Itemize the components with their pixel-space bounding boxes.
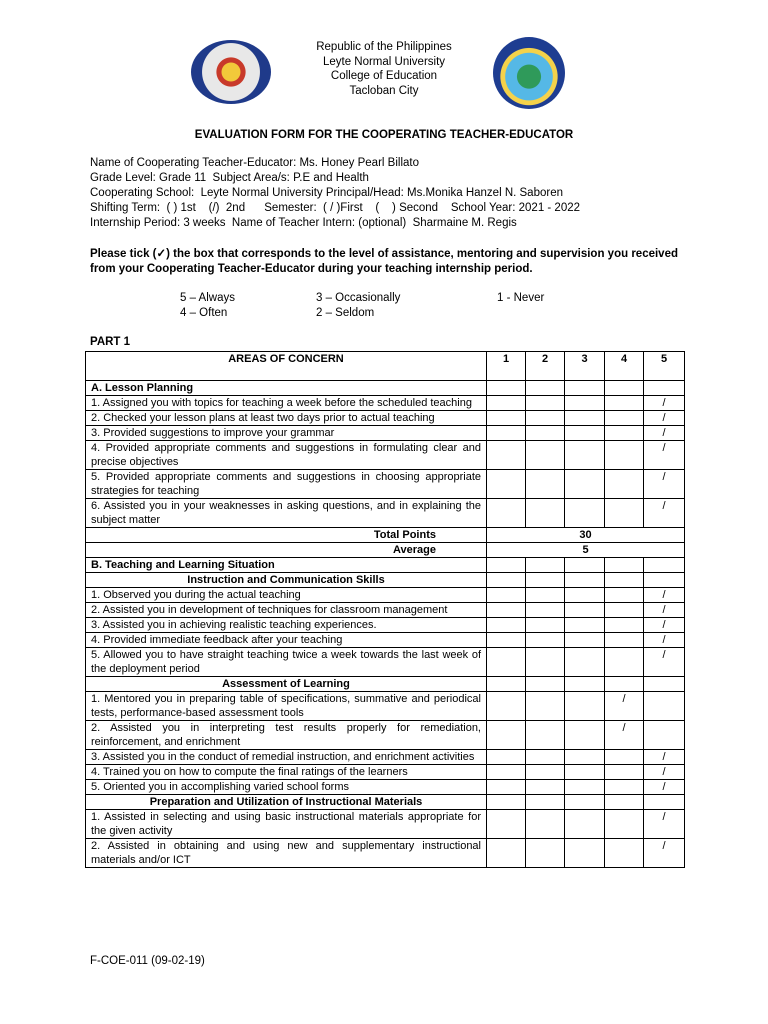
table-row: [86, 470, 685, 499]
rating-cell[interactable]: [565, 618, 605, 633]
total-points-label: Total Points: [86, 528, 487, 543]
header-rating-2: 2: [526, 352, 565, 381]
part-label: PART 1: [90, 336, 131, 348]
empty-cell: [565, 677, 605, 692]
rating-cell[interactable]: [565, 396, 605, 411]
item-text: 4. Provided appropriate comments and suggestions in formulating clear and precise objectives: [86, 441, 487, 470]
rating-cell[interactable]: [565, 810, 605, 839]
rating-cell[interactable]: [487, 648, 526, 677]
total-points-value: 30: [487, 528, 685, 543]
item-text: 6. Assisted you in your weaknesses in asking questions, and in explaining the subject matter: [86, 499, 487, 528]
info-line-term: Shifting Term: ( ) 1st (/) 2nd Semester: ( / )First ( ) Second School Year: 2021 - 2022: [90, 202, 581, 214]
empty-cell: [644, 677, 685, 692]
empty-cell: [526, 677, 565, 692]
legend-col-3: [497, 291, 544, 306]
rating-cell[interactable]: [565, 426, 605, 441]
empty-cell: [605, 381, 644, 396]
rating-cell[interactable]: [487, 810, 526, 839]
rating-cell[interactable]: [526, 692, 565, 721]
rating-cell[interactable]: [487, 441, 526, 470]
rating-cell[interactable]: [605, 618, 644, 633]
tick-mark[interactable]: /: [644, 648, 685, 677]
empty-cell: [487, 558, 526, 573]
table-row: [86, 721, 685, 750]
rating-cell[interactable]: [605, 441, 644, 470]
rating-cell[interactable]: [644, 721, 685, 750]
rating-cell[interactable]: [526, 633, 565, 648]
item-text: 3. Assisted you in achieving realistic teaching experiences.: [86, 618, 487, 633]
document-header: [0, 40, 768, 98]
table-row: [86, 765, 685, 780]
item-text: 3. Provided suggestions to improve your grammar: [86, 426, 487, 441]
rating-cell[interactable]: [605, 780, 644, 795]
rating-cell[interactable]: [526, 603, 565, 618]
item-text: 1. Observed you during the actual teaching: [86, 588, 487, 603]
rating-cell[interactable]: [487, 470, 526, 499]
rating-cell[interactable]: [526, 470, 565, 499]
item-text: 1. Assigned you with topics for teaching a week before the scheduled teaching: [86, 396, 487, 411]
header-line-university: Leyte Normal University: [322, 55, 446, 68]
tick-mark[interactable]: /: [644, 603, 685, 618]
empty-cell: [487, 677, 526, 692]
rating-cell[interactable]: [605, 603, 644, 618]
empty-cell: [605, 677, 644, 692]
rating-cell[interactable]: [565, 648, 605, 677]
table-header-row: [86, 352, 685, 381]
item-text: 5. Provided appropriate comments and suggestions in choosing appropriate strategies for teaching: [86, 470, 487, 499]
empty-cell: [605, 558, 644, 573]
tick-mark[interactable]: /: [644, 588, 685, 603]
rating-cell[interactable]: [487, 499, 526, 528]
item-text: 3. Assisted you in the conduct of remedial instruction, and enrichment activities: [86, 750, 487, 765]
average-label: Average: [86, 543, 487, 558]
rating-cell[interactable]: [487, 692, 526, 721]
empty-cell: [526, 381, 565, 396]
subsection-instruction-label: Instruction and Communication Skills: [86, 573, 487, 588]
table-row: [86, 839, 685, 868]
empty-cell: [487, 795, 526, 810]
rating-cell[interactable]: [605, 633, 644, 648]
table-row: [86, 426, 685, 441]
college-of-education-seal: [493, 37, 565, 109]
header-line-college: College of Education: [330, 70, 438, 82]
rating-cell[interactable]: [565, 839, 605, 868]
section-a-label: A. Lesson Planning: [86, 381, 487, 396]
tick-mark[interactable]: /: [644, 441, 685, 470]
empty-cell: [644, 558, 685, 573]
legend-seldom: 2 – Seldom: [316, 307, 375, 319]
form-code: F-COE-011 (09-02-19): [90, 955, 205, 967]
table-row: [86, 603, 685, 618]
rating-cell[interactable]: [565, 692, 605, 721]
subsection-materials: [86, 795, 685, 810]
rating-cell[interactable]: [605, 839, 644, 868]
rating-cell[interactable]: [487, 780, 526, 795]
rating-cell[interactable]: [605, 499, 644, 528]
empty-cell: [487, 381, 526, 396]
evaluation-table: [85, 351, 685, 868]
rating-cell[interactable]: [565, 721, 605, 750]
tick-mark[interactable]: /: [644, 499, 685, 528]
empty-cell: [487, 573, 526, 588]
tick-mark[interactable]: /: [644, 839, 685, 868]
tick-mark[interactable]: /: [605, 721, 644, 750]
rating-cell[interactable]: [526, 588, 565, 603]
legend-col-1: [180, 291, 235, 321]
subsection-assessment-label: Assessment of Learning: [86, 677, 487, 692]
header-rating-1: 1: [487, 352, 526, 381]
tick-mark[interactable]: /: [605, 692, 644, 721]
item-text: 4. Provided immediate feedback after your teaching: [86, 633, 487, 648]
info-block: [90, 156, 580, 231]
empty-cell: [526, 573, 565, 588]
rating-cell[interactable]: [526, 648, 565, 677]
tick-mark[interactable]: /: [644, 618, 685, 633]
empty-cell: [605, 573, 644, 588]
item-text: 5. Allowed you to have straight teaching twice a week towards the last week of the deployment period: [86, 648, 487, 677]
rating-cell[interactable]: [487, 411, 526, 426]
rating-cell[interactable]: [605, 411, 644, 426]
rating-cell[interactable]: [487, 396, 526, 411]
rating-cell[interactable]: [565, 588, 605, 603]
empty-cell: [644, 573, 685, 588]
total-points: [86, 528, 685, 543]
average-value: 5: [487, 543, 685, 558]
legend-often: 4 – Often: [180, 307, 228, 319]
item-text: 2. Assisted you in development of techniques for classroom management: [86, 603, 487, 618]
empty-cell: [565, 573, 605, 588]
rating-cell[interactable]: [487, 603, 526, 618]
rating-cell[interactable]: [605, 470, 644, 499]
instructions: Please tick (✓) the box that corresponds to the level of assistance, mentoring and supervision you received from your Cooperating Teacher-Educator during your teaching internship period.: [90, 248, 678, 275]
tick-mark[interactable]: /: [644, 765, 685, 780]
item-text: 1. Mentored you in preparing table of specifications, summative and periodical tests, performance-based assessment tools: [86, 692, 487, 721]
rating-cell[interactable]: [526, 780, 565, 795]
average: [86, 543, 685, 558]
rating-cell[interactable]: [605, 648, 644, 677]
rating-cell[interactable]: [487, 765, 526, 780]
rating-cell[interactable]: [644, 692, 685, 721]
empty-cell: [565, 795, 605, 810]
item-text: 1. Assisted in selecting and using basic instructional materials appropriate for the given activity: [86, 810, 487, 839]
header-areas-of-concern: AREAS OF CONCERN: [86, 352, 487, 381]
table-row: [86, 396, 685, 411]
table-row: [86, 692, 685, 721]
rating-cell[interactable]: [487, 618, 526, 633]
item-text: 5. Oriented you in accomplishing varied school forms: [86, 780, 487, 795]
rating-cell[interactable]: [565, 470, 605, 499]
rating-cell[interactable]: [605, 765, 644, 780]
rating-cell[interactable]: [526, 750, 565, 765]
table-row: [86, 780, 685, 795]
table-row: [86, 441, 685, 470]
rating-cell[interactable]: [605, 426, 644, 441]
header-line-republic: Republic of the Philippines: [316, 41, 452, 53]
legend-always: 5 – Always: [180, 292, 235, 304]
info-line-internship: Internship Period: 3 weeks Name of Teacher Intern: (optional) Sharmaine M. Regis: [90, 217, 517, 229]
rating-cell[interactable]: [526, 499, 565, 528]
rating-cell[interactable]: [605, 810, 644, 839]
header-line-city: Tacloban City: [349, 84, 419, 97]
rating-cell[interactable]: [526, 396, 565, 411]
legend-col-2: [316, 291, 400, 321]
empty-cell: [565, 558, 605, 573]
rating-cell[interactable]: [565, 765, 605, 780]
subsection-materials-label: Preparation and Utilization of Instructional Materials: [86, 795, 487, 810]
table-row: [86, 648, 685, 677]
rating-cell[interactable]: [526, 441, 565, 470]
section-b: [86, 558, 685, 573]
tick-mark[interactable]: /: [644, 810, 685, 839]
rating-cell[interactable]: [605, 588, 644, 603]
table-row: [86, 633, 685, 648]
table-row: [86, 618, 685, 633]
table-row: [86, 750, 685, 765]
tick-mark[interactable]: /: [644, 780, 685, 795]
header-rating-5: 5: [644, 352, 685, 381]
rating-cell[interactable]: [526, 618, 565, 633]
item-text: 2. Assisted you in interpreting test results properly for remediation, reinforcement, and enrichment: [86, 721, 487, 750]
rating-cell[interactable]: [526, 426, 565, 441]
rating-cell[interactable]: [605, 396, 644, 411]
tick-mark[interactable]: /: [644, 750, 685, 765]
empty-cell: [526, 795, 565, 810]
info-line-school: Cooperating School: Leyte Normal University Principal/Head: Ms.Monika Hanzel N. Saboren: [90, 187, 563, 199]
rating-cell[interactable]: [565, 780, 605, 795]
table-row: [86, 411, 685, 426]
header-rating-4: 4: [605, 352, 644, 381]
table-row: [86, 499, 685, 528]
rating-cell[interactable]: [487, 426, 526, 441]
tick-mark[interactable]: /: [644, 411, 685, 426]
rating-cell[interactable]: [526, 411, 565, 426]
section-b-label: B. Teaching and Learning Situation: [86, 558, 487, 573]
header-rating-3: 3: [565, 352, 605, 381]
legend-never: 1 - Never: [497, 292, 545, 304]
item-text: 2. Checked your lesson plans at least two days prior to actual teaching: [86, 411, 487, 426]
table-row: [86, 810, 685, 839]
form-title: EVALUATION FORM FOR THE COOPERATING TEACHER-EDUCATOR: [194, 129, 574, 141]
tick-mark[interactable]: /: [644, 426, 685, 441]
rating-cell[interactable]: [565, 603, 605, 618]
rating-cell[interactable]: [526, 721, 565, 750]
rating-cell[interactable]: [487, 721, 526, 750]
rating-cell[interactable]: [487, 750, 526, 765]
empty-cell: [644, 795, 685, 810]
section-a: [86, 381, 685, 396]
evaluation-table-body: [86, 352, 685, 868]
legend-occasionally: 3 – Occasionally: [316, 292, 401, 304]
rating-cell[interactable]: [565, 750, 605, 765]
rating-cell[interactable]: [526, 765, 565, 780]
subsection-assessment: [86, 677, 685, 692]
tick-mark[interactable]: /: [644, 470, 685, 499]
item-text: 2. Assisted in obtaining and using new and supplementary instructional materials and/or ICT: [86, 839, 487, 868]
subsection-instruction: [86, 573, 685, 588]
rating-cell[interactable]: [565, 411, 605, 426]
empty-cell: [526, 558, 565, 573]
rating-cell[interactable]: [526, 810, 565, 839]
rating-cell[interactable]: [565, 499, 605, 528]
info-line-teacher: Name of Cooperating Teacher-Educator: Ms. Honey Pearl Billato: [90, 157, 419, 169]
rating-cell[interactable]: [487, 588, 526, 603]
info-line-grade: Grade Level: Grade 11 Subject Area/s: P.E and Health: [90, 172, 369, 184]
rating-cell[interactable]: [487, 839, 526, 868]
empty-cell: [644, 381, 685, 396]
rating-cell[interactable]: [565, 633, 605, 648]
rating-cell[interactable]: [565, 441, 605, 470]
empty-cell: [605, 795, 644, 810]
rating-cell[interactable]: [487, 633, 526, 648]
rating-cell[interactable]: [605, 750, 644, 765]
table-row: [86, 588, 685, 603]
tick-mark[interactable]: /: [644, 633, 685, 648]
rating-cell[interactable]: [526, 839, 565, 868]
tick-mark[interactable]: /: [644, 396, 685, 411]
empty-cell: [565, 381, 605, 396]
item-text: 4. Trained you on how to compute the final ratings of the learners: [86, 765, 487, 780]
